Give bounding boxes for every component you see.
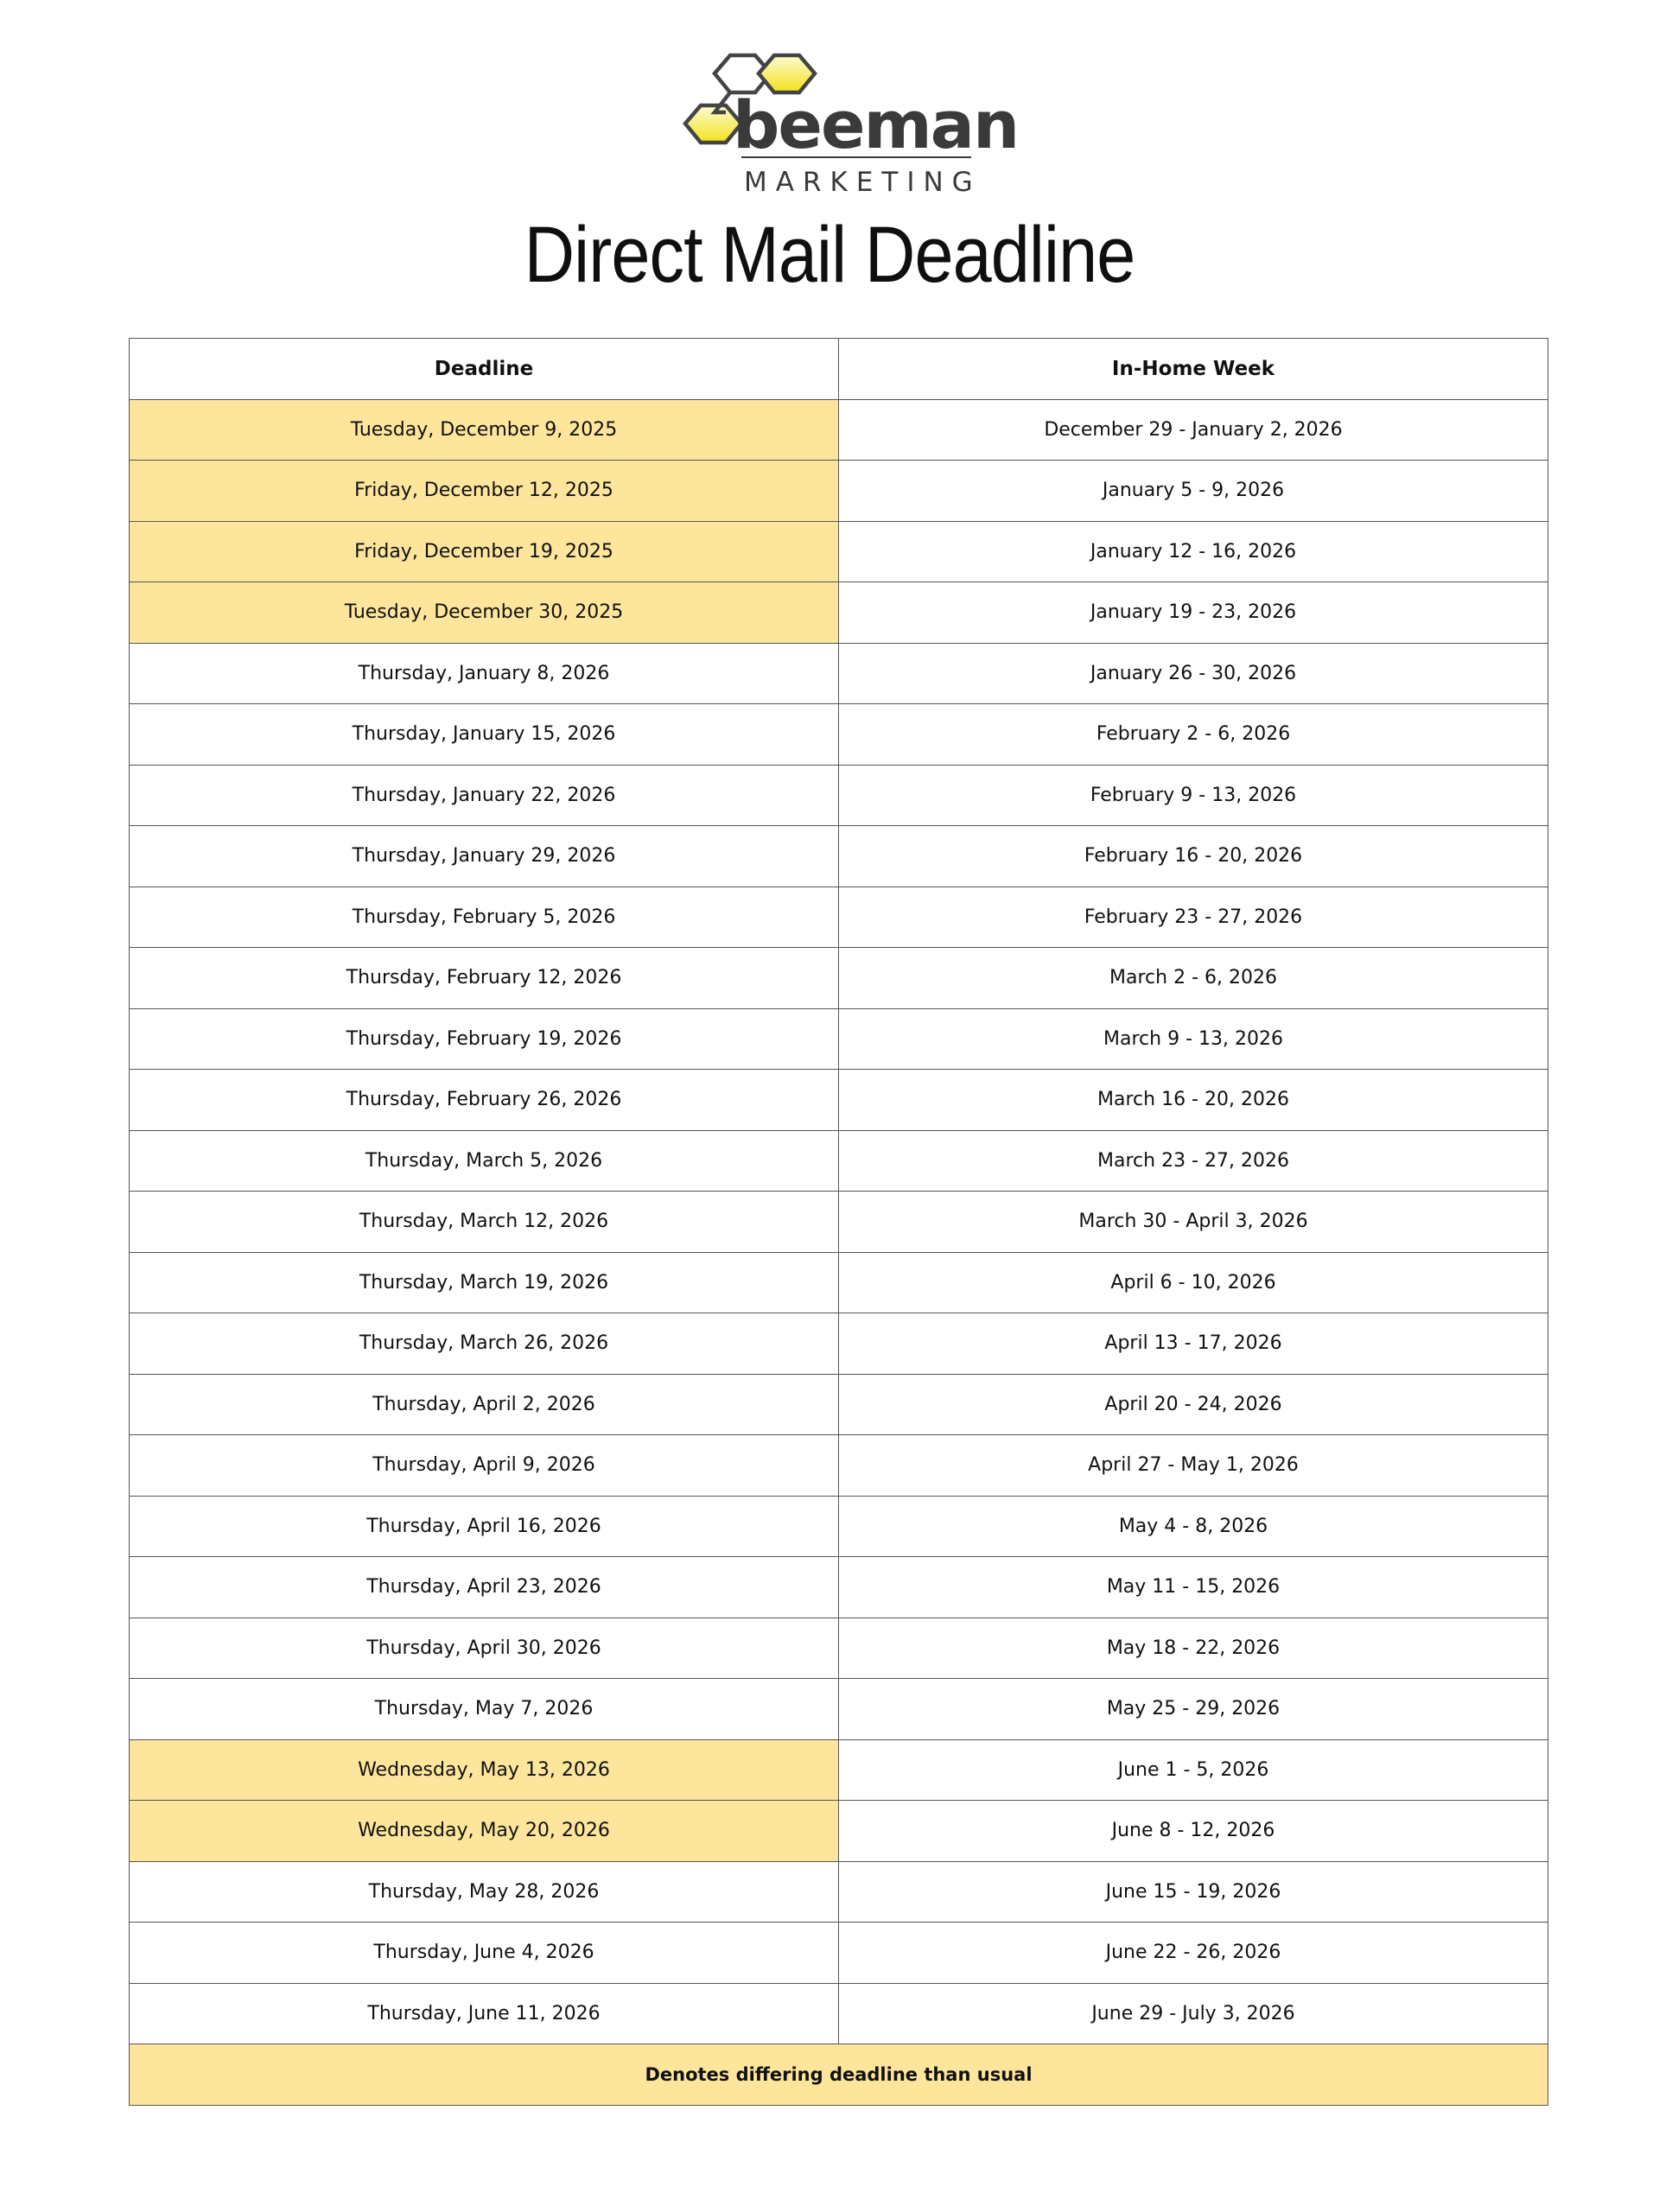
deadline-cell: Thursday, June 11, 2026: [130, 1983, 839, 2044]
table-row: [130, 1739, 1548, 1801]
column-header-in-home-week: In-Home Week: [839, 339, 1548, 400]
in-home-week-cell: April 6 - 10, 2026: [839, 1252, 1548, 1313]
in-home-week-cell: February 16 - 20, 2026: [839, 826, 1548, 887]
table-row: [130, 887, 1548, 948]
in-home-week-cell: February 23 - 27, 2026: [839, 887, 1548, 948]
in-home-week-cell: June 1 - 5, 2026: [839, 1739, 1548, 1801]
table-row: [130, 1679, 1548, 1740]
in-home-week-cell: January 12 - 16, 2026: [839, 521, 1548, 582]
table-row: [130, 765, 1548, 826]
deadline-cell: Friday, December 12, 2025: [130, 461, 839, 522]
table-row: [130, 643, 1548, 704]
table-row: [130, 1801, 1548, 1862]
in-home-week-cell: May 4 - 8, 2026: [839, 1496, 1548, 1557]
in-home-week-cell: February 9 - 13, 2026: [839, 765, 1548, 826]
table-row: [130, 1861, 1548, 1923]
deadline-cell: Thursday, February 12, 2026: [130, 948, 839, 1009]
logo-brand-text: beeman: [733, 86, 1019, 163]
legend-note: Denotes differing deadline than usual: [130, 2044, 1548, 2106]
deadline-cell: Thursday, March 5, 2026: [130, 1130, 839, 1192]
deadline-cell: Thursday, January 29, 2026: [130, 826, 839, 887]
in-home-week-cell: June 22 - 26, 2026: [839, 1923, 1548, 1984]
deadline-cell: Thursday, February 26, 2026: [130, 1070, 839, 1131]
deadline-cell: Thursday, April 23, 2026: [130, 1557, 839, 1618]
table-row: [130, 1923, 1548, 1984]
table-row: [130, 1008, 1548, 1070]
deadline-cell: Wednesday, May 20, 2026: [130, 1801, 839, 1862]
table-row: [130, 1618, 1548, 1679]
in-home-week-cell: February 2 - 6, 2026: [839, 704, 1548, 766]
table-row: [130, 582, 1548, 644]
deadline-cell: Thursday, April 30, 2026: [130, 1618, 839, 1679]
in-home-week-cell: May 11 - 15, 2026: [839, 1557, 1548, 1618]
deadline-cell: Thursday, March 26, 2026: [130, 1313, 839, 1375]
deadline-cell: Friday, December 19, 2025: [130, 521, 839, 582]
in-home-week-cell: March 16 - 20, 2026: [839, 1070, 1548, 1131]
in-home-week-cell: April 20 - 24, 2026: [839, 1374, 1548, 1435]
beeman-marketing-logo: [683, 50, 1019, 198]
deadline-cell: Thursday, February 19, 2026: [130, 1008, 839, 1070]
deadline-cell: Thursday, May 7, 2026: [130, 1679, 839, 1740]
table-row: [130, 1130, 1548, 1192]
deadline-cell: Wednesday, May 13, 2026: [130, 1739, 839, 1801]
deadline-cell: Thursday, April 16, 2026: [130, 1496, 839, 1557]
column-header-deadline: Deadline: [130, 339, 839, 400]
in-home-week-cell: December 29 - January 2, 2026: [839, 399, 1548, 461]
table-row: [130, 1070, 1548, 1131]
in-home-week-cell: March 2 - 6, 2026: [839, 948, 1548, 1009]
table-row: [130, 1374, 1548, 1435]
table-row: [130, 826, 1548, 887]
table-row: [130, 399, 1548, 461]
in-home-week-cell: June 15 - 19, 2026: [839, 1861, 1548, 1923]
table-header-row: [130, 339, 1548, 400]
logo-sub-text: MARKETING: [744, 167, 982, 198]
in-home-week-cell: March 9 - 13, 2026: [839, 1008, 1548, 1070]
table-row: [130, 1252, 1548, 1313]
deadline-cell: Thursday, April 2, 2026: [130, 1374, 839, 1435]
table-row: [130, 1192, 1548, 1253]
table-row: [130, 1496, 1548, 1557]
in-home-week-cell: March 30 - April 3, 2026: [839, 1192, 1548, 1253]
legend-row: [130, 2044, 1548, 2106]
in-home-week-cell: June 29 - July 3, 2026: [839, 1983, 1548, 2044]
deadline-cell: Thursday, January 22, 2026: [130, 765, 839, 826]
in-home-week-cell: April 13 - 17, 2026: [839, 1313, 1548, 1375]
table-row: [130, 1557, 1548, 1618]
table-row: [130, 948, 1548, 1009]
deadline-cell: Thursday, January 8, 2026: [130, 643, 839, 704]
in-home-week-cell: January 26 - 30, 2026: [839, 643, 1548, 704]
deadline-cell: Thursday, January 15, 2026: [130, 704, 839, 766]
deadline-cell: Tuesday, December 30, 2025: [130, 582, 839, 644]
in-home-week-cell: March 23 - 27, 2026: [839, 1130, 1548, 1192]
table-row: [130, 1313, 1548, 1375]
in-home-week-cell: June 8 - 12, 2026: [839, 1801, 1548, 1862]
in-home-week-cell: January 19 - 23, 2026: [839, 582, 1548, 644]
table-row: [130, 1983, 1548, 2044]
deadline-cell: Thursday, April 9, 2026: [130, 1435, 839, 1497]
in-home-week-cell: January 5 - 9, 2026: [839, 461, 1548, 522]
in-home-week-cell: April 27 - May 1, 2026: [839, 1435, 1548, 1497]
deadline-cell: Thursday, June 4, 2026: [130, 1923, 839, 1984]
deadline-cell: Thursday, May 28, 2026: [130, 1861, 839, 1923]
honeycomb-logo-icon: [683, 50, 1019, 198]
deadline-cell: Thursday, March 19, 2026: [130, 1252, 839, 1313]
deadline-cell: Thursday, February 5, 2026: [130, 887, 839, 948]
page-title: Direct Mail Deadline: [524, 211, 1135, 299]
in-home-week-cell: May 18 - 22, 2026: [839, 1618, 1548, 1679]
deadline-cell: Thursday, March 12, 2026: [130, 1192, 839, 1253]
deadline-cell: Tuesday, December 9, 2025: [130, 399, 839, 461]
table-row: [130, 521, 1548, 582]
table-row: [130, 461, 1548, 522]
in-home-week-cell: May 25 - 29, 2026: [839, 1679, 1548, 1740]
table-row: [130, 704, 1548, 766]
deadline-table: [129, 338, 1548, 2106]
table-row: [130, 1435, 1548, 1497]
